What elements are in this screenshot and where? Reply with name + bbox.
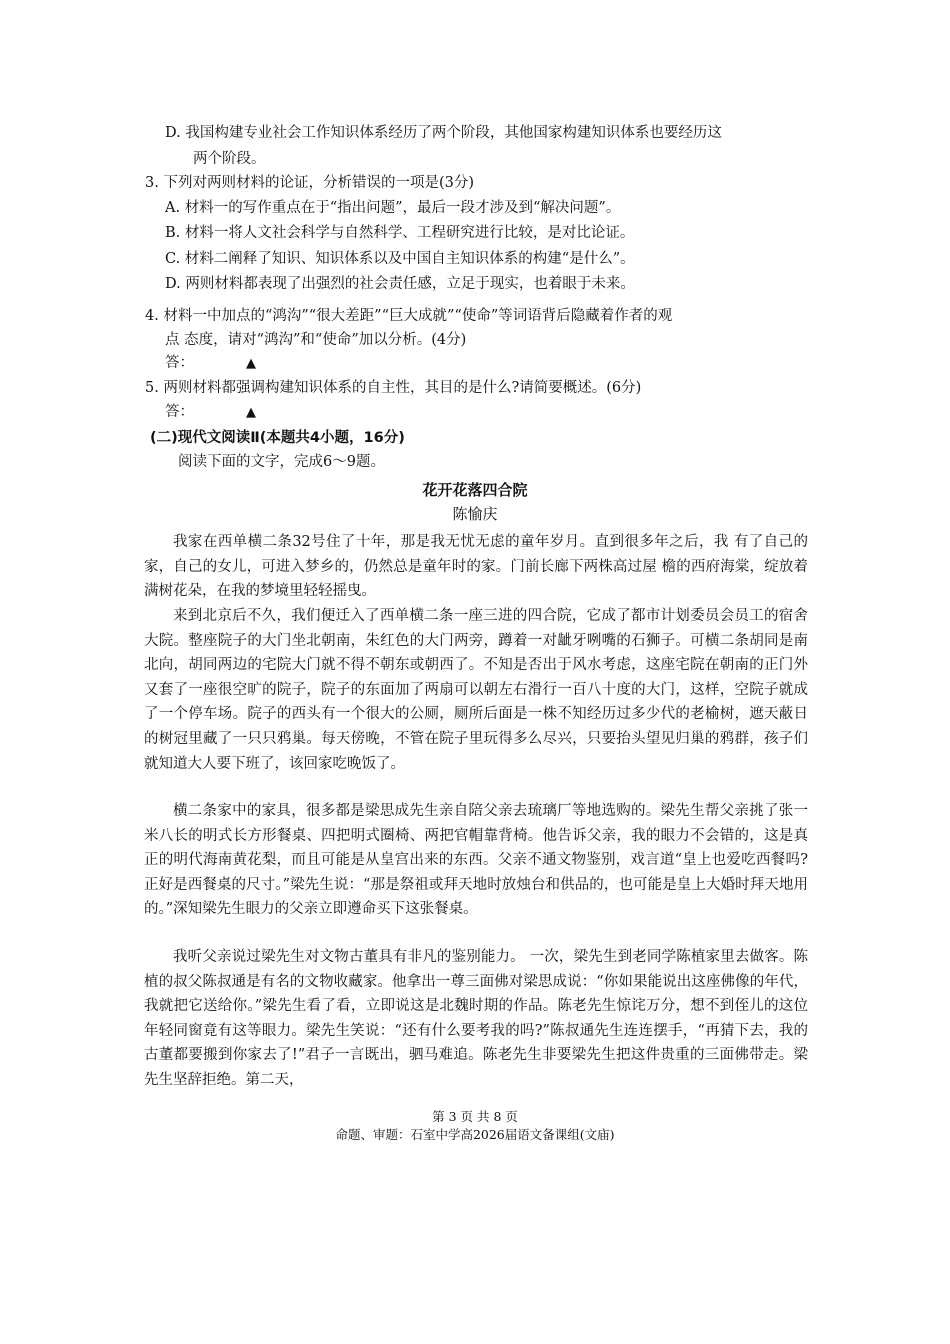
article-title: 花开花落四合院: [422, 481, 528, 499]
q3-option-d: D. 两则材料都表现了出强烈的社会责任感，立足于现实，也着眼于未来。: [165, 276, 635, 292]
q3-option-a: A. 材料一的写作重点在于“指出问题”，最后一段才涉及到“解决问题”。: [165, 200, 621, 216]
q3-option-b: B. 材料一将人文社会科学与自然科学、工程研究进行比较，是对比论证。: [165, 225, 635, 241]
article-paragraph: 横二条家中的家具，很多都是梁思成先生亲自陪父亲去琉璃厂等地选购的。梁先生帮父亲挑了张一米八长的明式长方形餐桌、四把明式圈椅、两把官帽靠背椅。他告诉父亲，我的眼力不会错的，这是真正的明代海南黄花梨，而且可能是从皇宫出来的东西。父亲不通文物鉴别，戏言道“皇上也爱吃西餐吗?正好是西餐桌的尺寸。”梁先生说：“那是祭祖或拜天地时放烛台和供品的，也可能是皇上大婚时拜天地用的。”深知梁先生眼力的父亲立即遵命买下这张餐桌。: [144, 803, 808, 918]
q2-option-d-line1: D. 我国构建专业社会工作知识体系经历了两个阶段，其他国家构建知识体系也要经历这: [165, 125, 722, 141]
q5-answer-label: 答：: [165, 404, 194, 420]
article-paragraph: 我听父亲说过梁先生对文物古董具有非凡的鉴别能力。 一次，梁先生到老同学陈植家里去做客。陈植的叔父陈叔通是有名的文物收藏家。他拿出一尊三面佛对梁思成说：“你如果能说出这座佛像的年代，我就把它送给你。”梁先生看了看，立即说这是北魏时期的作品。陈老先生惊诧万分，想不到侄儿的这位年轻同窗竟有这等眼力。梁先生笑说：“还有什么要考我的吗?”陈叔通先生连连摆手，“再猜下去，我的古董都要搬到你家去了!”君子一言既出，驷马难追。陈老先生非要梁先生把这件贵重的三面佛带走。梁先生坚辞拒绝。第二天，: [144, 949, 808, 1088]
answer-triangle-icon: ▲: [246, 356, 256, 371]
q4-stem-line2: 点 态度，请对“鸿沟”和“使命”加以分析。(4分): [165, 332, 467, 348]
q2-option-d-line2: 两个阶段。: [193, 151, 266, 167]
page-number: 第 3 页 共 8 页: [432, 1109, 518, 1124]
q3-option-c: C. 材料二阐释了知识、知识体系以及中国自主知识体系的构建“是什么”。: [165, 251, 635, 267]
section-instruction: 阅读下面的文字，完成6～9题。: [178, 454, 385, 470]
q4-stem-line1: 4. 材料一中加点的“鸿沟”“很大差距”“巨大成就”“使命”等词语背后隐藏着作者的观: [145, 308, 673, 324]
footer-credit: 命题、审题：石室中学高2026届语文备课组(文庙): [335, 1127, 615, 1142]
section-heading: (二)现代文阅读Ⅱ(本题共4小题，16分): [150, 430, 405, 446]
article-paragraph: 来到北京后不久，我们便迁入了西单横二条一座三进的四合院，它成了都市计划委员会员工的宿舍大院。整座院子的大门坐北朝南，朱红色的大门两旁，蹲着一对龇牙咧嘴的石狮子。可横二条胡同是南北向，胡同两边的宅院大门就不得不朝东或朝西了。不知是否出于风水考虑，这座宅院在朝南的正门外又套了一座很空旷的院子，院子的东面加了两扇可以朝左右滑行一百八十度的大门，这样，空院子就成了一个停车场。院子的西头有一个很大的公厕，厕所后面是一株不知经历过多少代的老榆树，遮天蔽日的树冠里藏了一只只鸦巢。每天傍晚，不管在院子里玩得多么尽兴，只要抬头望见归巢的鸦群，孩子们就知道大人要下班了，该回家吃晚饭了。: [144, 608, 808, 772]
article-author: 陈愉庆: [452, 505, 498, 523]
q4-answer-label: 答：: [165, 355, 194, 371]
article-paragraph: 我家在西单横二条32号住了十年，那是我无忧无虑的童年岁月。直到很多年之后，我 有了自己的家，自己的女儿，可进入梦乡的，仍然总是童年时的家。门前长廊下两株高过屋 檐的西府海棠，绽放着满树花朵，在我的梦境里轻轻摇曳。: [144, 534, 808, 600]
answer-triangle-icon: ▲: [246, 405, 256, 420]
q5-answer-line: [165, 401, 256, 424]
q4-answer-line: [165, 352, 256, 375]
q3-stem: 3. 下列对两则材料的论证，分析错误的一项是(3分): [145, 175, 474, 191]
q5-stem: 5. 两则材料都强调构建知识体系的自主性，其目的是什么?请简要概述。(6分): [145, 380, 642, 396]
